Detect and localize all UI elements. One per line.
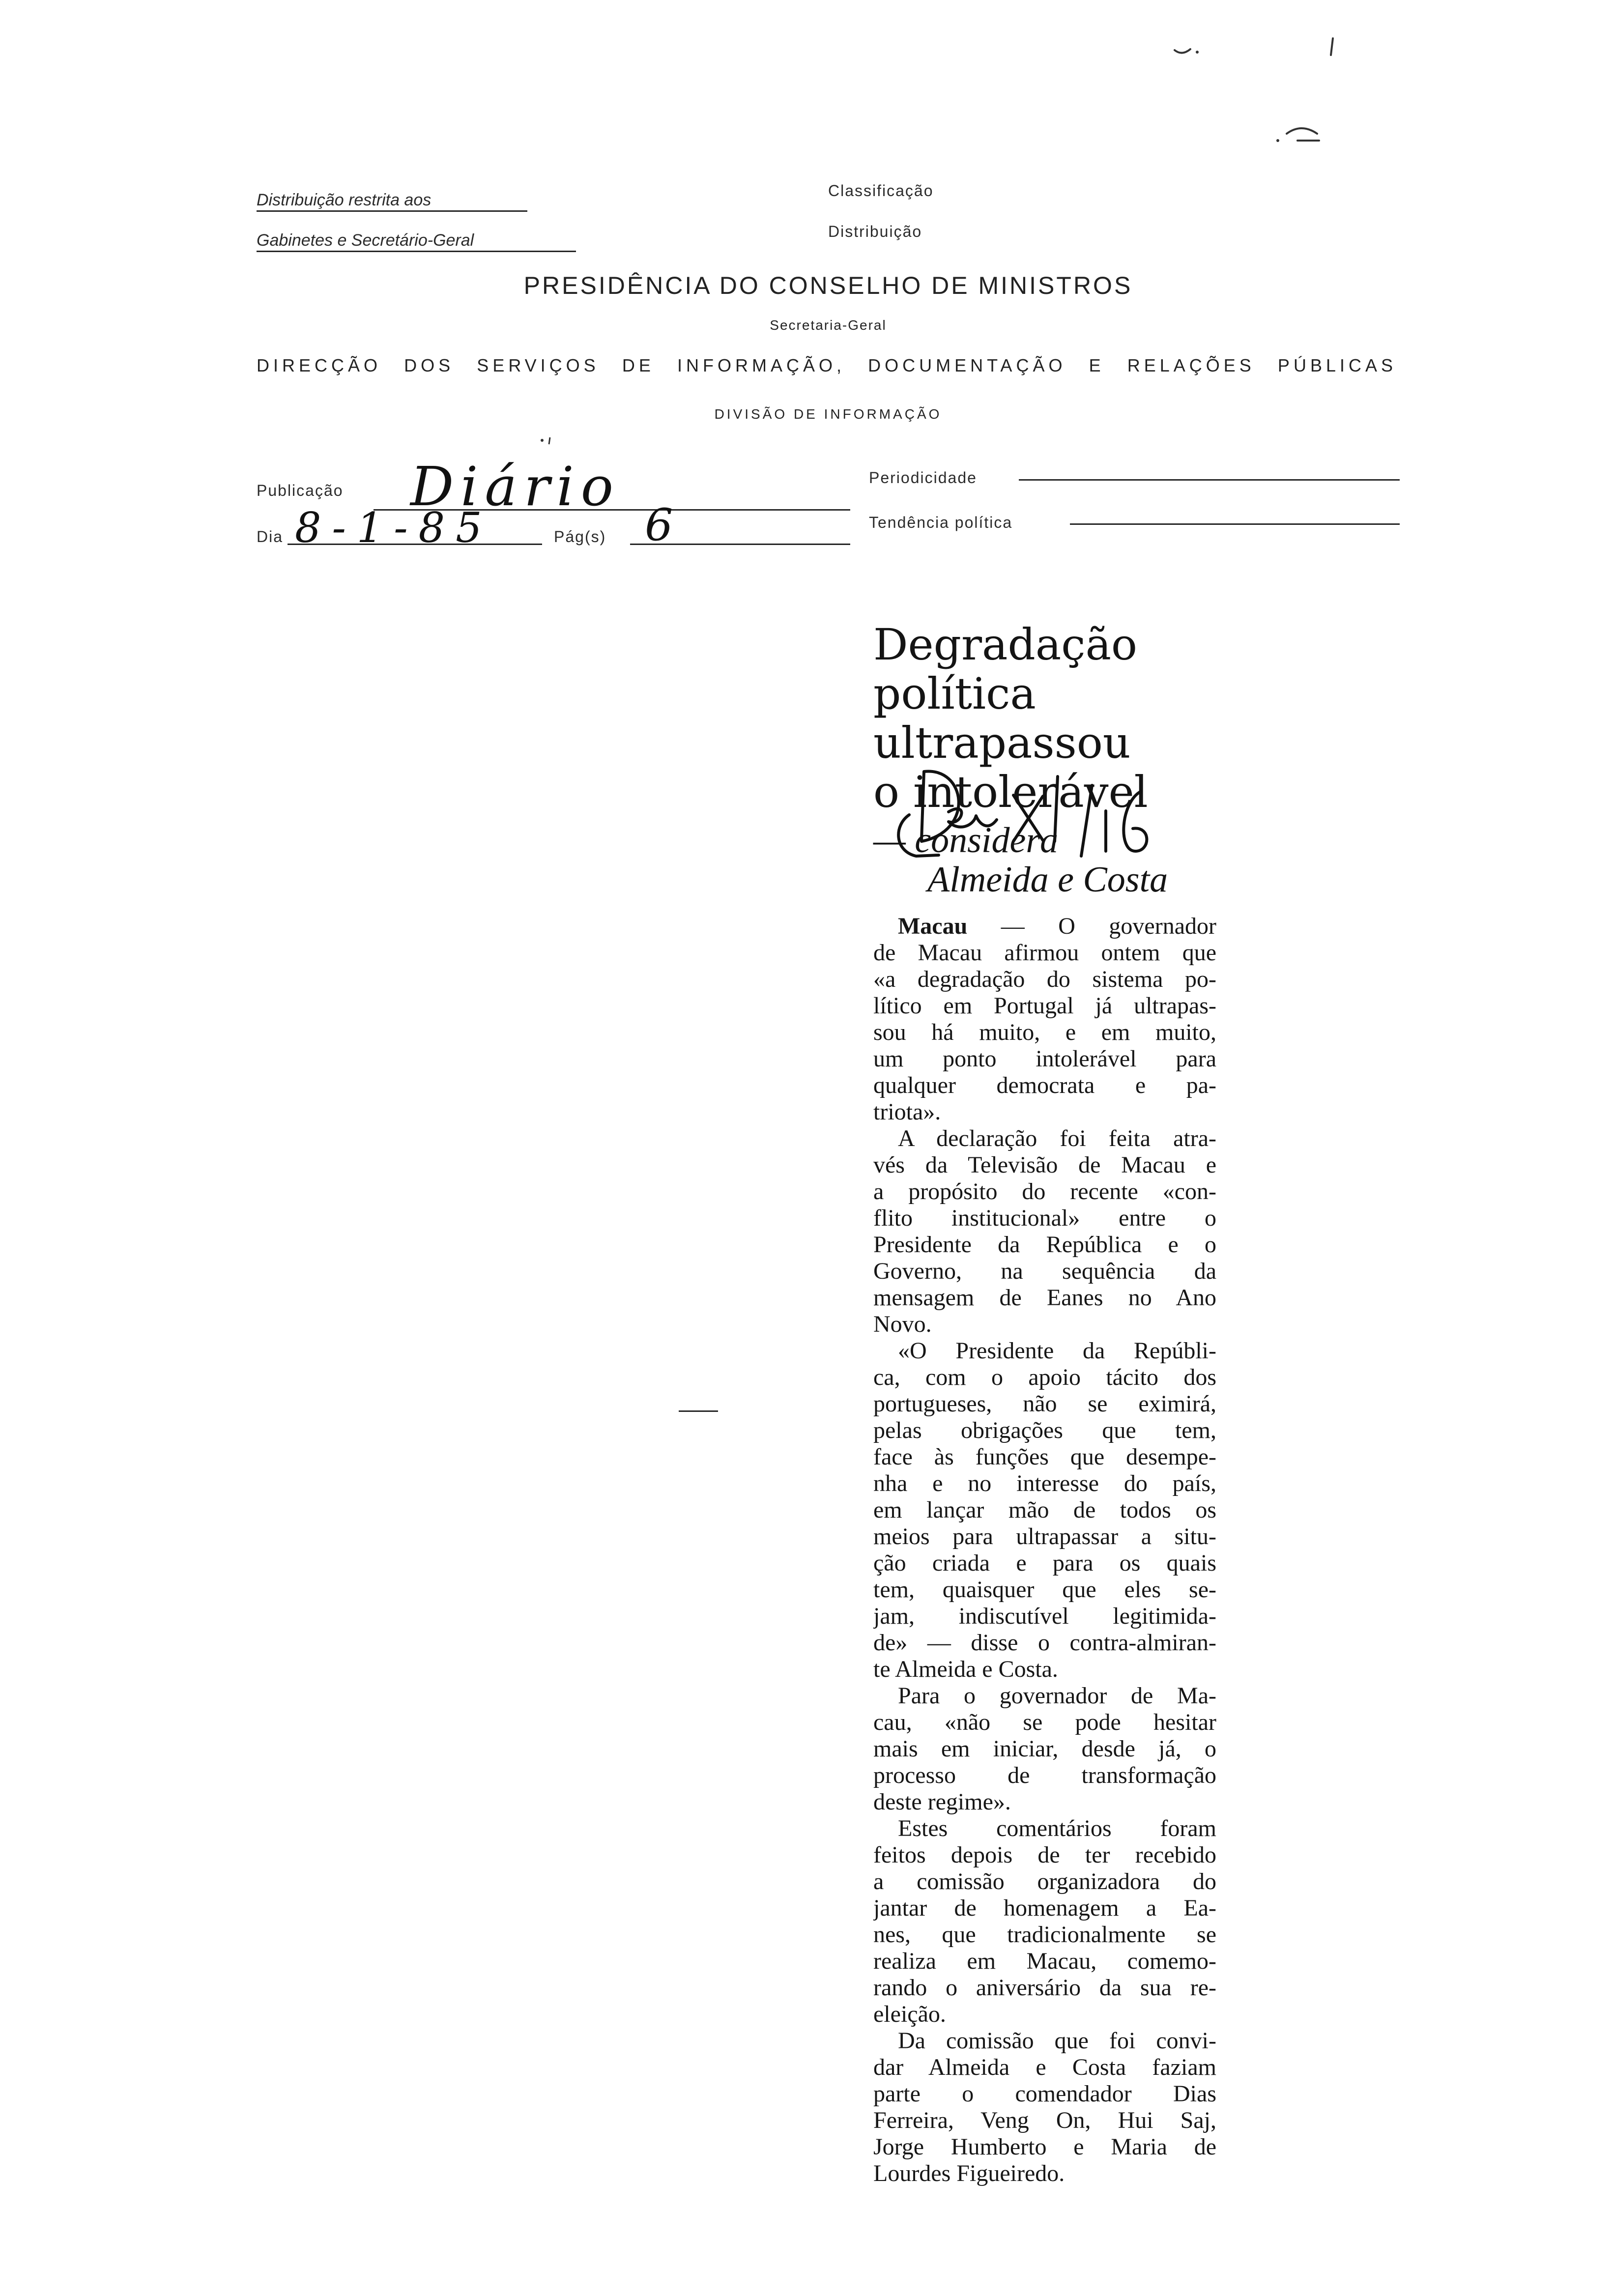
division-title: DIVISÃO DE INFORMAÇÃO (714, 406, 942, 422)
headline-line: Degradação (873, 619, 1138, 670)
article-line: Ferreira, Veng On, Hui Saj, (873, 2107, 1216, 2133)
scan-mark-speck (538, 434, 558, 449)
handwritten-annotation (875, 757, 1180, 870)
article-line: a comissão organizadora do (873, 1868, 1216, 1894)
article-line: vés da Televisão de Macau e (873, 1152, 1216, 1178)
article-line: de» — disse o contra-almiran- (873, 1630, 1216, 1656)
pages-label: Pág(s) (554, 528, 606, 545)
article-line: cau, «não se pode hesitar (873, 1709, 1216, 1735)
article-line: a propósito do recente «con- (873, 1178, 1216, 1205)
article-line: face às funções que desempe- (873, 1444, 1216, 1470)
article-line: eleição. (873, 2001, 946, 2027)
article-line: ção criada e para os quais (873, 1550, 1216, 1576)
presidency-title: PRESIDÊNCIA DO CONSELHO DE MINISTROS (523, 272, 1133, 299)
political-tendency-rule (1070, 523, 1400, 525)
headline-line: o intolerável (873, 767, 1148, 817)
article-line: A declaração foi feita atra- (898, 1125, 1216, 1151)
article-line: te Almeida e Costa. (873, 1656, 1058, 1682)
article-line: portugueses, não se eximirá, (873, 1391, 1216, 1417)
article-line: deste regime». (873, 1789, 1011, 1815)
article-line (873, 913, 1216, 940)
classification-label: Classificação (828, 182, 934, 200)
article-line: nha e no interesse do país, (873, 1470, 1216, 1496)
scan-marks-top-right (1155, 29, 1352, 157)
article-line: «O Presidente da Repúbli- (898, 1338, 1216, 1364)
article-line: Novo. (873, 1311, 932, 1337)
publication-label: Publicação (257, 482, 344, 499)
article-line: qualquer democrata e pa- (873, 1072, 1216, 1098)
periodicity-label: Periodicidade (869, 469, 977, 487)
article-line: lítico em Portugal já ultrapas- (873, 993, 1216, 1019)
article-line: parte o comendador Dias (873, 2081, 1216, 2107)
article-line: triota». (873, 1099, 941, 1125)
directorate-title: DIRECÇÃO DOS SERVIÇOS DE INFORMAÇÃO, DOCUMENTAÇÃO E RELAÇÕES PÚBLICAS (257, 355, 1397, 375)
article-line: meios para ultrapassar a situ- (873, 1523, 1216, 1550)
article-line: Jorge Humberto e Maria de (873, 2134, 1216, 2160)
distribution-offices-note: Gabinetes e Secretário-Geral (257, 230, 576, 252)
article-line: ca, com o apoio tácito dos (873, 1364, 1216, 1390)
article-line: jam, indiscutível legitimida- (873, 1603, 1216, 1629)
article-line: realiza em Macau, comemo- (873, 1948, 1216, 1974)
article-line: Presidente da República e o (873, 1232, 1216, 1258)
article-line: em lançar mão de todos os (873, 1497, 1216, 1523)
distribution-restricted-note: Distribuição restrita aos (257, 190, 527, 212)
article-line: flito institucional» entre o (873, 1205, 1216, 1231)
article-line: feitos depois de ter recebido (873, 1842, 1216, 1868)
article-line: «a degradação do sistema po- (873, 966, 1216, 992)
article-line: mais em iniciar, desde já, o (873, 1736, 1216, 1762)
political-tendency-label: Tendência política (869, 514, 1013, 531)
article-line: pelas obrigações que tem, (873, 1417, 1216, 1443)
day-handwritten-value: 8-1-85 (295, 504, 493, 552)
day-label: Dia (257, 528, 284, 545)
article-line: processo de transformação (873, 1762, 1216, 1788)
article-line: rando o aniversário da sua re- (873, 1975, 1216, 2001)
article-line: de Macau afirmou ontem que (873, 940, 1216, 966)
article-line: sou há muito, e em muito, (873, 1019, 1216, 1045)
article-line: jantar de homenagem a Ea- (873, 1895, 1216, 1921)
article-line: nes, que tradicionalmente se (873, 1922, 1216, 1948)
secretariat-subtitle: Secretaria-Geral (770, 317, 887, 333)
article-line: dar Almeida e Costa faziam (873, 2054, 1216, 2080)
article-line: Estes comentários foram (898, 1815, 1216, 1841)
periodicity-rule (1019, 479, 1400, 481)
article-line: mensagem de Eanes no Ano (873, 1285, 1216, 1311)
headline-line: ultrapassou (873, 718, 1131, 768)
article-line: Para o governador de Ma- (898, 1683, 1216, 1709)
article-line: Lourdes Figueiredo. (873, 2160, 1065, 2186)
subheadline-line: — considera (873, 820, 1059, 861)
article-line: um ponto intolerável para (873, 1046, 1216, 1072)
headline-line: política (873, 668, 1036, 719)
article-line: Governo, na sequência da (873, 1258, 1216, 1284)
article-body (873, 913, 1216, 2187)
publication-handwritten-value: Diário (410, 455, 620, 518)
article-line: tem, quaisquer que eles se- (873, 1577, 1216, 1603)
article-line-text: — O governador (1001, 913, 1216, 939)
article-line: Da comissão que foi convi- (898, 2028, 1216, 2054)
margin-dash-mark (679, 1410, 718, 1412)
distribution-label: Distribuição (828, 223, 922, 240)
pages-handwritten-value: 6 (645, 499, 673, 551)
dateline: Macau (898, 913, 968, 939)
subheadline-attribution: Almeida e Costa (927, 860, 1168, 900)
